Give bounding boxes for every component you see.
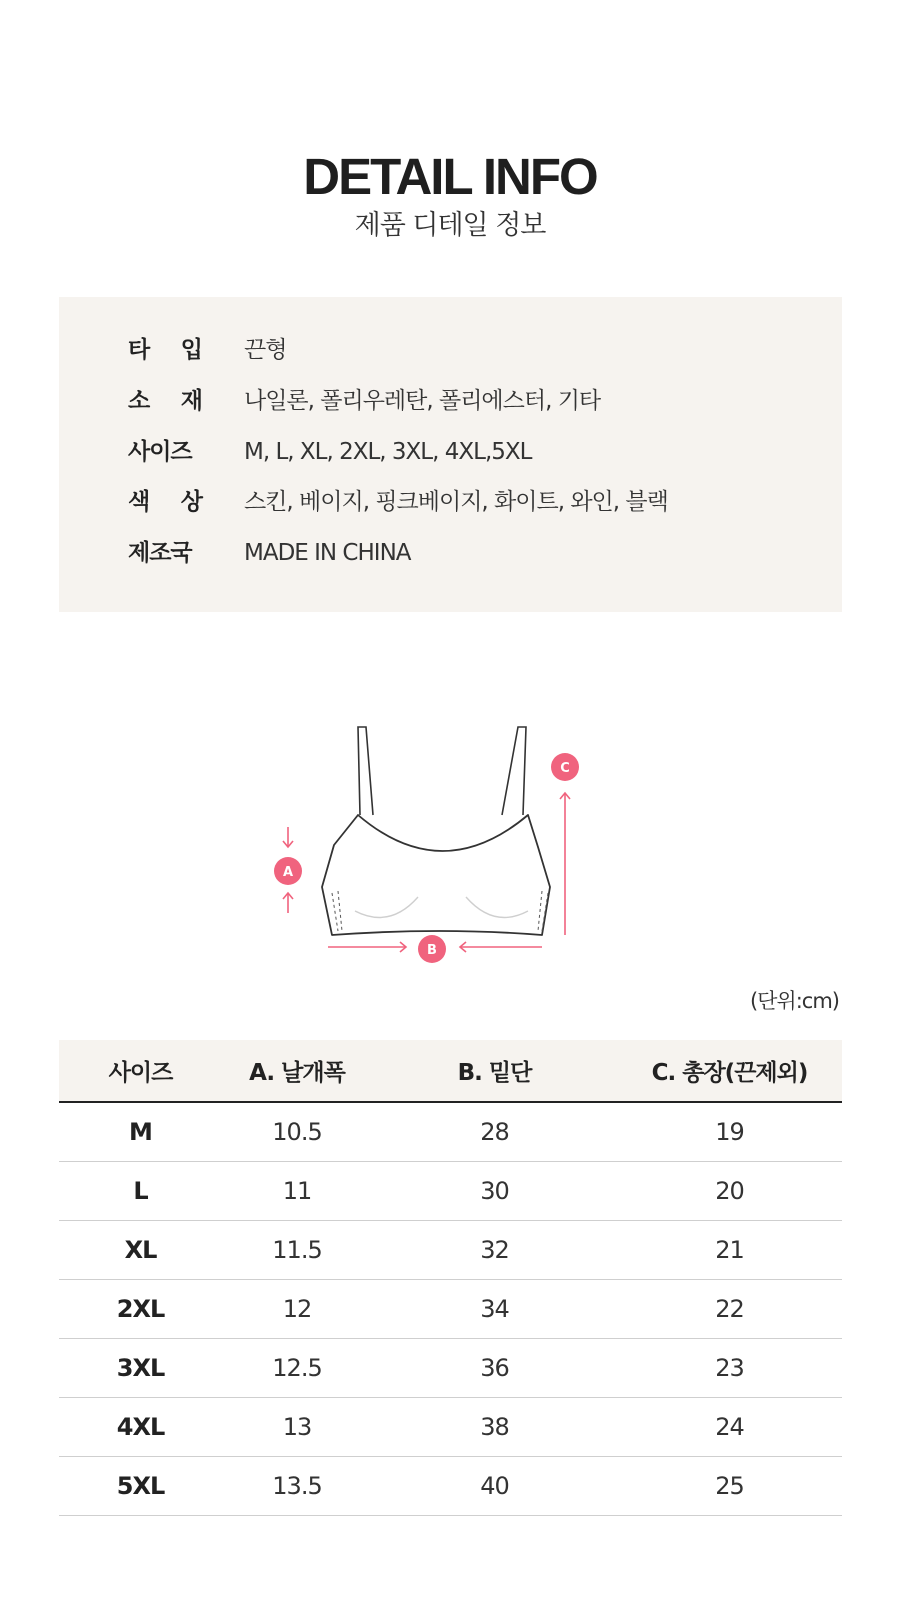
length-cell: 22 bbox=[617, 1280, 842, 1339]
table-row bbox=[59, 1339, 842, 1398]
info-label: 색 상 bbox=[128, 489, 202, 515]
length-cell: 20 bbox=[617, 1162, 842, 1221]
wing-width-cell: 13 bbox=[222, 1398, 372, 1457]
length-cell: 23 bbox=[617, 1339, 842, 1398]
hem-cell: 32 bbox=[372, 1221, 617, 1280]
info-row-size bbox=[59, 432, 842, 472]
column-header-size: 사이즈 bbox=[59, 1040, 222, 1102]
info-value: M, L, XL, 2XL, 3XL, 4XL,5XL bbox=[244, 439, 532, 465]
hem-cell: 38 bbox=[372, 1398, 617, 1457]
table-row bbox=[59, 1398, 842, 1457]
info-row-type bbox=[59, 330, 842, 370]
info-label: 제조국 bbox=[128, 540, 192, 566]
info-row-material bbox=[59, 381, 842, 421]
table-header-row bbox=[59, 1040, 842, 1102]
column-header-wing-width: A. 날개폭 bbox=[222, 1040, 372, 1102]
wing-width-cell: 11 bbox=[222, 1162, 372, 1221]
table-row bbox=[59, 1280, 842, 1339]
wing-width-cell: 13.5 bbox=[222, 1457, 372, 1516]
unit-label: (단위:cm) bbox=[749, 989, 839, 1013]
info-value: 나일론, 폴리우레탄, 폴리에스터, 기타 bbox=[244, 388, 601, 414]
page-title: DETAIL INFO bbox=[303, 148, 597, 205]
badge-b bbox=[418, 935, 446, 963]
bra-measurement-diagram bbox=[270, 715, 630, 975]
column-header-hem: B. 밑단 bbox=[372, 1040, 617, 1102]
table-row bbox=[59, 1162, 842, 1221]
bra-body-outline bbox=[322, 815, 550, 935]
table-row bbox=[59, 1221, 842, 1280]
column-header-length: C. 총장(끈제외) bbox=[617, 1040, 842, 1102]
info-label: 타 입 bbox=[128, 337, 202, 363]
wing-width-cell: 10.5 bbox=[222, 1102, 372, 1162]
size-cell: 5XL bbox=[59, 1457, 222, 1516]
length-cell: 21 bbox=[617, 1221, 842, 1280]
info-row-origin bbox=[59, 533, 842, 573]
hem-cell: 28 bbox=[372, 1102, 617, 1162]
table-row bbox=[59, 1102, 842, 1162]
info-label: 소 재 bbox=[128, 388, 202, 414]
length-cell: 19 bbox=[617, 1102, 842, 1162]
measure-c-arrow bbox=[560, 793, 570, 935]
badge-c bbox=[551, 753, 579, 781]
svg-text:B: B bbox=[427, 943, 437, 958]
size-cell: XL bbox=[59, 1221, 222, 1280]
wing-width-cell: 12 bbox=[222, 1280, 372, 1339]
info-value: 끈형 bbox=[244, 337, 287, 363]
info-label: 사이즈 bbox=[128, 439, 192, 465]
hem-cell: 30 bbox=[372, 1162, 617, 1221]
bra-strap-right bbox=[502, 727, 526, 815]
page-subtitle: 제품 디테일 정보 bbox=[354, 210, 546, 241]
hem-cell: 34 bbox=[372, 1280, 617, 1339]
bra-strap-left bbox=[358, 727, 373, 815]
size-cell: 2XL bbox=[59, 1280, 222, 1339]
size-cell: 3XL bbox=[59, 1339, 222, 1398]
length-cell: 24 bbox=[617, 1398, 842, 1457]
size-cell: L bbox=[59, 1162, 222, 1221]
svg-text:C: C bbox=[560, 761, 570, 776]
badge-a bbox=[274, 857, 302, 885]
info-value: MADE IN CHINA bbox=[244, 540, 411, 566]
length-cell: 25 bbox=[617, 1457, 842, 1516]
hem-cell: 40 bbox=[372, 1457, 617, 1516]
svg-text:A: A bbox=[282, 865, 294, 880]
wing-width-cell: 11.5 bbox=[222, 1221, 372, 1280]
table-row bbox=[59, 1457, 842, 1516]
size-cell: 4XL bbox=[59, 1398, 222, 1457]
hem-cell: 36 bbox=[372, 1339, 617, 1398]
product-info-box bbox=[59, 297, 842, 612]
info-value: 스킨, 베이지, 핑크베이지, 화이트, 와인, 블랙 bbox=[244, 489, 668, 515]
info-row-color bbox=[59, 482, 842, 522]
wing-width-cell: 12.5 bbox=[222, 1339, 372, 1398]
size-table bbox=[59, 1040, 842, 1516]
size-cell: M bbox=[59, 1102, 222, 1162]
